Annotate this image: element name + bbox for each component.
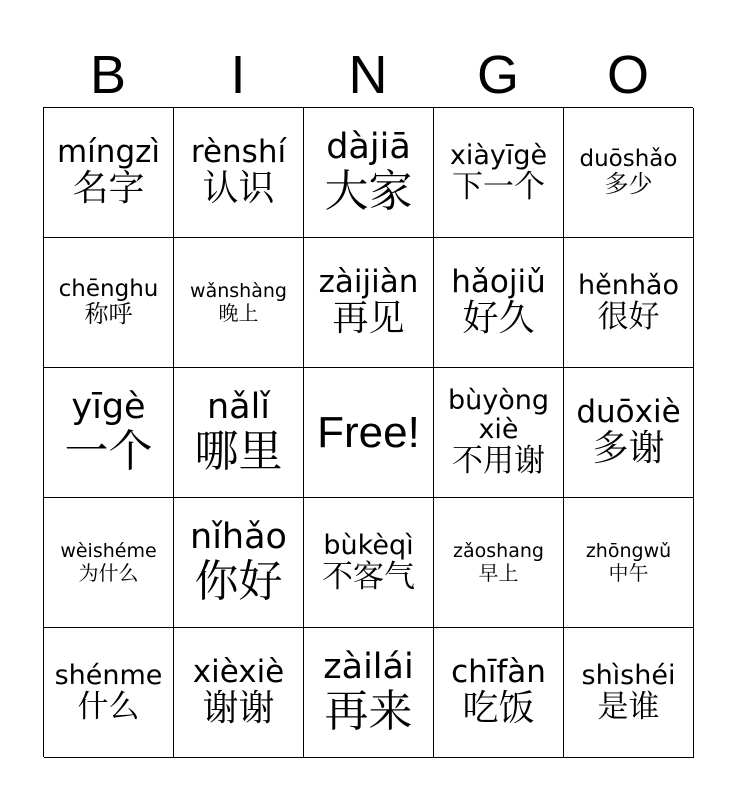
cell-pinyin: xièxiè [192,653,285,690]
cell-pinyin: bùkèqì [323,529,414,561]
bingo-cell[interactable] [44,238,174,368]
cell-pinyin: hěnhǎo [577,269,679,301]
cell-pinyin: dàjiā [326,126,411,167]
cell-pinyin: chīfàn [451,653,546,690]
cell-hanzi: 哪里 [194,425,283,477]
cell-pinyin: zàijiàn [318,263,419,300]
bingo-cell[interactable] [564,498,694,628]
bingo-cell[interactable] [44,628,174,758]
cell-hanzi: 称呼 [84,300,133,329]
bingo-cell[interactable] [564,108,694,238]
cell-hanzi: 名字 [72,168,145,210]
bingo-cell[interactable] [304,628,434,758]
header-letter-o: O [606,45,649,105]
cell-hanzi: 好久 [462,298,535,340]
cell-pinyin: shénme [54,659,163,691]
cell-hanzi: 多谢 [592,428,665,470]
cell-hanzi: 你好 [194,555,283,607]
bingo-cell[interactable] [44,108,174,238]
bingo-cell[interactable] [44,498,174,628]
bingo-cell[interactable] [434,498,564,628]
cell-hanzi: 多少 [604,170,653,199]
cell-pinyin: bùyòng [448,384,549,416]
bingo-cell[interactable] [304,108,434,238]
cell-hanzi: 中午 [608,560,649,585]
cell-hanzi: 吃饭 [462,688,535,730]
cell-pinyin: xiàyīgè [449,139,548,171]
cell-hanzi: 大家 [324,165,413,217]
bingo-cell[interactable] [174,238,304,368]
bingo-cell[interactable] [174,498,304,628]
free-space-label: Free! [317,407,420,457]
cell-hanzi: 一个 [64,425,153,477]
cell-pinyin: míngzì [56,133,161,170]
header-letter-g: G [476,45,519,105]
cell-pinyin: rènshí [190,133,287,170]
cell-pinyin: nǎlǐ [206,386,271,427]
cell-pinyin: wèishéme [60,540,157,563]
header-letter-n: N [348,45,388,105]
cell-hanzi: 再见 [332,298,405,340]
cell-hanzi: 再来 [324,685,413,737]
bingo-cell[interactable] [434,368,564,498]
free-space-cell[interactable] [304,368,434,498]
cell-pinyin: duōshǎo [579,145,678,172]
bingo-cell[interactable] [564,238,694,368]
cell-hanzi: 早上 [478,560,519,585]
cell-hanzi: 是谁 [597,688,660,725]
cell-hanzi: 谢谢 [202,688,275,730]
cell-pinyin: nǐhǎo [190,516,287,557]
cell-hanzi: 为什么 [78,560,139,585]
cell-hanzi: 很好 [597,298,660,335]
cell-hanzi: 认识 [202,168,275,210]
cell-pinyin: shìshéi [581,659,676,691]
bingo-cell[interactable] [434,628,564,758]
cell-hanzi: 不客气 [322,558,415,595]
bingo-cell[interactable] [44,368,174,498]
cell-pinyin: zǎoshang [453,540,544,563]
bingo-grid [43,107,693,757]
bingo-cell[interactable] [434,238,564,368]
bingo-header [43,44,693,106]
cell-pinyin: zhōngwǔ [585,540,672,563]
bingo-cell[interactable] [174,628,304,758]
bingo-cell[interactable] [174,368,304,498]
cell-hanzi: 下一个 [452,168,545,205]
cell-pinyin: xiè [478,414,519,446]
cell-pinyin: zàilái [323,646,414,687]
cell-hanzi: 不用谢 [452,443,545,480]
bingo-cell[interactable] [304,238,434,368]
cell-pinyin: chēnghu [58,275,159,302]
bingo-cell[interactable] [564,628,694,758]
header-letter-b: B [89,45,127,105]
cell-pinyin: hǎojiǔ [451,263,546,300]
cell-pinyin: duōxiè [576,393,681,430]
bingo-cell[interactable] [174,108,304,238]
bingo-cell[interactable] [564,368,694,498]
header-letter-i: I [230,45,246,105]
bingo-cell[interactable] [304,498,434,628]
cell-hanzi: 晚上 [218,300,259,325]
cell-hanzi: 什么 [77,688,140,725]
cell-pinyin: yīgè [71,386,146,427]
cell-pinyin: wǎnshàng [190,280,287,303]
bingo-cell[interactable] [434,108,564,238]
